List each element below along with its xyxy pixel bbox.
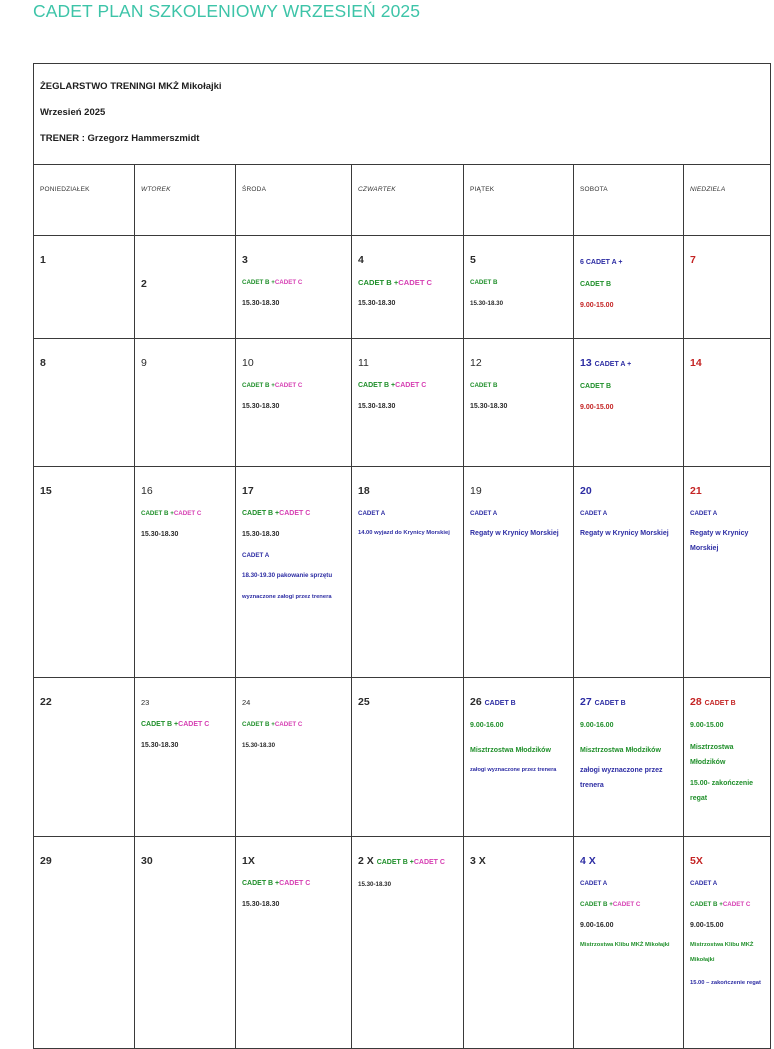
day-number: 11 <box>358 357 369 369</box>
day-number: 20 <box>580 485 592 497</box>
day-number: 4 X <box>580 855 596 867</box>
day-cell <box>684 236 771 339</box>
day-cell <box>684 837 771 1049</box>
day-number: 28 <box>690 696 702 708</box>
time-label: 15.30-18.30 <box>358 403 396 410</box>
day-number: 3 <box>242 254 248 266</box>
day-cell <box>236 236 352 339</box>
day-number: 15 <box>40 485 52 497</box>
weekday-sunday: NIEDZIELA <box>684 165 771 236</box>
day-number: 2 <box>141 278 147 290</box>
day-number: 5 <box>470 254 476 266</box>
group-label: CADET B <box>484 700 516 707</box>
group-label: CADET B + <box>242 382 275 389</box>
note-text: Mistrzostwa Klibu MKŻ Mikołajki <box>580 942 670 948</box>
day-cell <box>34 467 135 678</box>
day-cell <box>352 236 464 339</box>
time-label: 9.00-15.00 <box>690 922 724 929</box>
time-label: 9.00-16.00 <box>470 722 504 729</box>
group-label: CADET B + <box>242 510 280 517</box>
day-cell <box>464 837 574 1049</box>
day-cell <box>352 467 464 678</box>
day-number: 13 <box>580 357 592 369</box>
week-row <box>34 236 771 339</box>
day-cell <box>464 678 574 837</box>
group-label: CADET A <box>242 552 270 559</box>
time-label: 15.30-18.30 <box>242 531 280 538</box>
day-cell <box>236 837 352 1049</box>
time-label: 9.00-16.00 <box>580 922 614 929</box>
day-cell <box>34 837 135 1049</box>
day-cell <box>464 467 574 678</box>
day-number: 1X <box>242 855 255 867</box>
group-label: CADET C <box>279 510 311 517</box>
month-label: Wrzesień 2025 <box>40 107 106 118</box>
day-number: 10 <box>242 357 254 369</box>
day-cell <box>34 236 135 339</box>
group-label: CADET C <box>274 382 303 389</box>
group-label: CADET C <box>178 721 210 728</box>
day-number: 12 <box>470 357 482 369</box>
group-label: CADET C <box>274 279 303 286</box>
group-label: CADET A <box>580 880 608 887</box>
time-label: 9.00-15.00 <box>580 404 614 411</box>
weekday-row <box>34 165 771 236</box>
calendar-header <box>34 64 771 165</box>
day-number: 25 <box>358 696 370 708</box>
day-cell <box>236 678 352 837</box>
page-title: CADET PLAN SZKOLENIOWY WRZESIEŃ 2025 <box>33 1 421 21</box>
day-number: 2 X <box>358 855 374 867</box>
group-label: CADET A <box>358 510 386 517</box>
day-number: 16 <box>141 485 153 497</box>
training-calendar <box>33 63 771 1049</box>
time-label: 15.30-18.30 <box>470 300 504 307</box>
week-row <box>34 467 771 678</box>
group-label: CADET B + <box>242 279 275 286</box>
week-row <box>34 678 771 837</box>
day-cell <box>34 339 135 467</box>
day-cell <box>236 339 352 467</box>
day-cell <box>574 678 684 837</box>
day-cell <box>34 678 135 837</box>
day-number: 3 X <box>470 855 486 867</box>
day-number: 9 <box>141 357 147 369</box>
time-label: 15.30-18.30 <box>470 403 508 410</box>
group-label: CADET B <box>594 700 626 707</box>
note-text: wyznaczone załogi przez trenera <box>242 594 332 600</box>
group-label: CADET B <box>704 700 736 707</box>
day-cell <box>352 339 464 467</box>
day-number: 27 <box>580 696 592 708</box>
note-text: Misztrzostwa Młodzików <box>580 747 661 754</box>
day-number: 19 <box>470 485 482 497</box>
time-label: 15.30-18.30 <box>358 881 392 888</box>
group-label: CADET B + <box>358 278 399 287</box>
day-number: 23 <box>141 698 150 707</box>
day-cell <box>574 339 684 467</box>
time-label: 9.00-15.00 <box>690 722 724 729</box>
weekday-monday: PONIEDZIAŁEK <box>34 165 135 236</box>
time-label: 15.30-18.30 <box>242 300 280 307</box>
group-label: CADET C <box>274 721 303 728</box>
note-text: załogi wyznaczone przez trenera <box>470 767 557 773</box>
day-cell <box>135 837 236 1049</box>
time-label: 15.30-18.30 <box>141 531 179 538</box>
time-label: 15.30-18.30 <box>141 742 179 749</box>
weekday-friday: PIĄTEK <box>464 165 574 236</box>
note-text: Misztrzostwa Młodzików <box>690 744 734 766</box>
day-cell <box>684 339 771 467</box>
group-label: CADET B + <box>690 901 723 908</box>
group-label: CADET B + <box>141 721 179 728</box>
group-label: CADET C <box>413 859 445 866</box>
note-text: Mistrzostwa Klibu MKŻ Mikołajki <box>690 942 754 963</box>
day-number: 26 <box>470 696 482 708</box>
week-row <box>34 339 771 467</box>
note-text: Regaty w Krynicy Morskiej <box>690 530 749 552</box>
day-number: 14 <box>690 357 702 369</box>
note-text: 18.30-19.30 pakowanie sprzętu <box>242 572 333 579</box>
group-label: CADET C <box>398 278 433 287</box>
group-label: CADET B + <box>358 382 396 389</box>
day-number: 29 <box>40 855 52 867</box>
day-cell <box>684 678 771 837</box>
day-number: 4 <box>358 254 364 266</box>
day-cell <box>135 467 236 678</box>
day-cell <box>236 467 352 678</box>
group-label: CADET B <box>580 281 612 288</box>
day-cell <box>574 837 684 1049</box>
day-cell <box>574 467 684 678</box>
group-label: CADET A <box>690 880 718 887</box>
day-cell <box>464 339 574 467</box>
day-cell <box>352 678 464 837</box>
group-label: CADET B + <box>242 721 275 728</box>
note-text: 15.00 – zakończenie regat <box>690 980 761 986</box>
time-label: 15.30-18.30 <box>242 742 276 749</box>
weekday-saturday: SOBOTA <box>574 165 684 236</box>
day-number: 17 <box>242 485 254 497</box>
note-text: Misztrzostwa Młodzików <box>470 747 551 754</box>
group-label: CADET B + <box>141 510 174 517</box>
note-text: 14.00 wyjazd do Krynicy Morskiej <box>358 530 450 536</box>
day-cell <box>574 236 684 339</box>
time-label: 9.00-16.00 <box>580 722 614 729</box>
club-title: ŻEGLARSTWO TRENINGI MKŻ Mikołajki <box>40 81 222 92</box>
time-label: 15.30-18.30 <box>242 901 280 908</box>
day-number: 22 <box>40 696 52 708</box>
time-label: 15.30-18.30 <box>242 403 280 410</box>
group-label: CADET B + <box>580 901 613 908</box>
day-number: 5X <box>690 855 703 867</box>
day-number: 1 <box>40 254 46 266</box>
weekday-wednesday: ŚRODA <box>236 165 352 236</box>
note-text: załogi wyznaczone przez trenera <box>580 767 663 789</box>
day-number: 30 <box>141 855 153 867</box>
group-label: CADET C <box>722 901 751 908</box>
group-label: CADET B <box>470 279 498 286</box>
group-label: CADET C <box>279 880 311 887</box>
day-number: 6 CADET A + <box>580 259 623 266</box>
day-cell <box>684 467 771 678</box>
group-label: CADET B + <box>376 859 414 866</box>
coach-label: TRENER : Grzegorz Hammerszmidt <box>40 133 200 144</box>
time-label: 9.00-15.00 <box>580 302 614 309</box>
day-cell <box>135 678 236 837</box>
group-label: CADET C <box>612 901 641 908</box>
group-label: CADET A <box>470 510 498 517</box>
note-text: 15.00- zakończenie regat <box>690 780 754 802</box>
day-number: 18 <box>358 485 370 497</box>
group-label: CADET B <box>470 382 498 389</box>
day-cell <box>135 236 236 339</box>
day-number: 8 <box>40 357 46 369</box>
group-label: CADET C <box>395 382 427 389</box>
group-label: CADET A + <box>594 361 632 368</box>
group-label: CADET A <box>690 510 718 517</box>
group-label: CADET B <box>580 383 612 390</box>
day-cell <box>352 837 464 1049</box>
weekday-thursday: CZWARTEK <box>352 165 464 236</box>
weekday-tuesday: WTOREK <box>135 165 236 236</box>
time-label: 15.30-18.30 <box>358 300 396 307</box>
day-number: 7 <box>690 254 696 266</box>
day-number: 24 <box>242 698 251 707</box>
note-text: Regaty w Krynicy Morskiej <box>470 530 559 537</box>
day-cell <box>135 339 236 467</box>
note-text: Regaty w Krynicy Morskiej <box>580 530 669 537</box>
group-label: CADET B + <box>242 880 280 887</box>
week-row <box>34 837 771 1049</box>
group-label: CADET C <box>173 510 202 517</box>
day-cell <box>464 236 574 339</box>
group-label: CADET A <box>580 510 608 517</box>
day-number: 21 <box>690 485 702 497</box>
